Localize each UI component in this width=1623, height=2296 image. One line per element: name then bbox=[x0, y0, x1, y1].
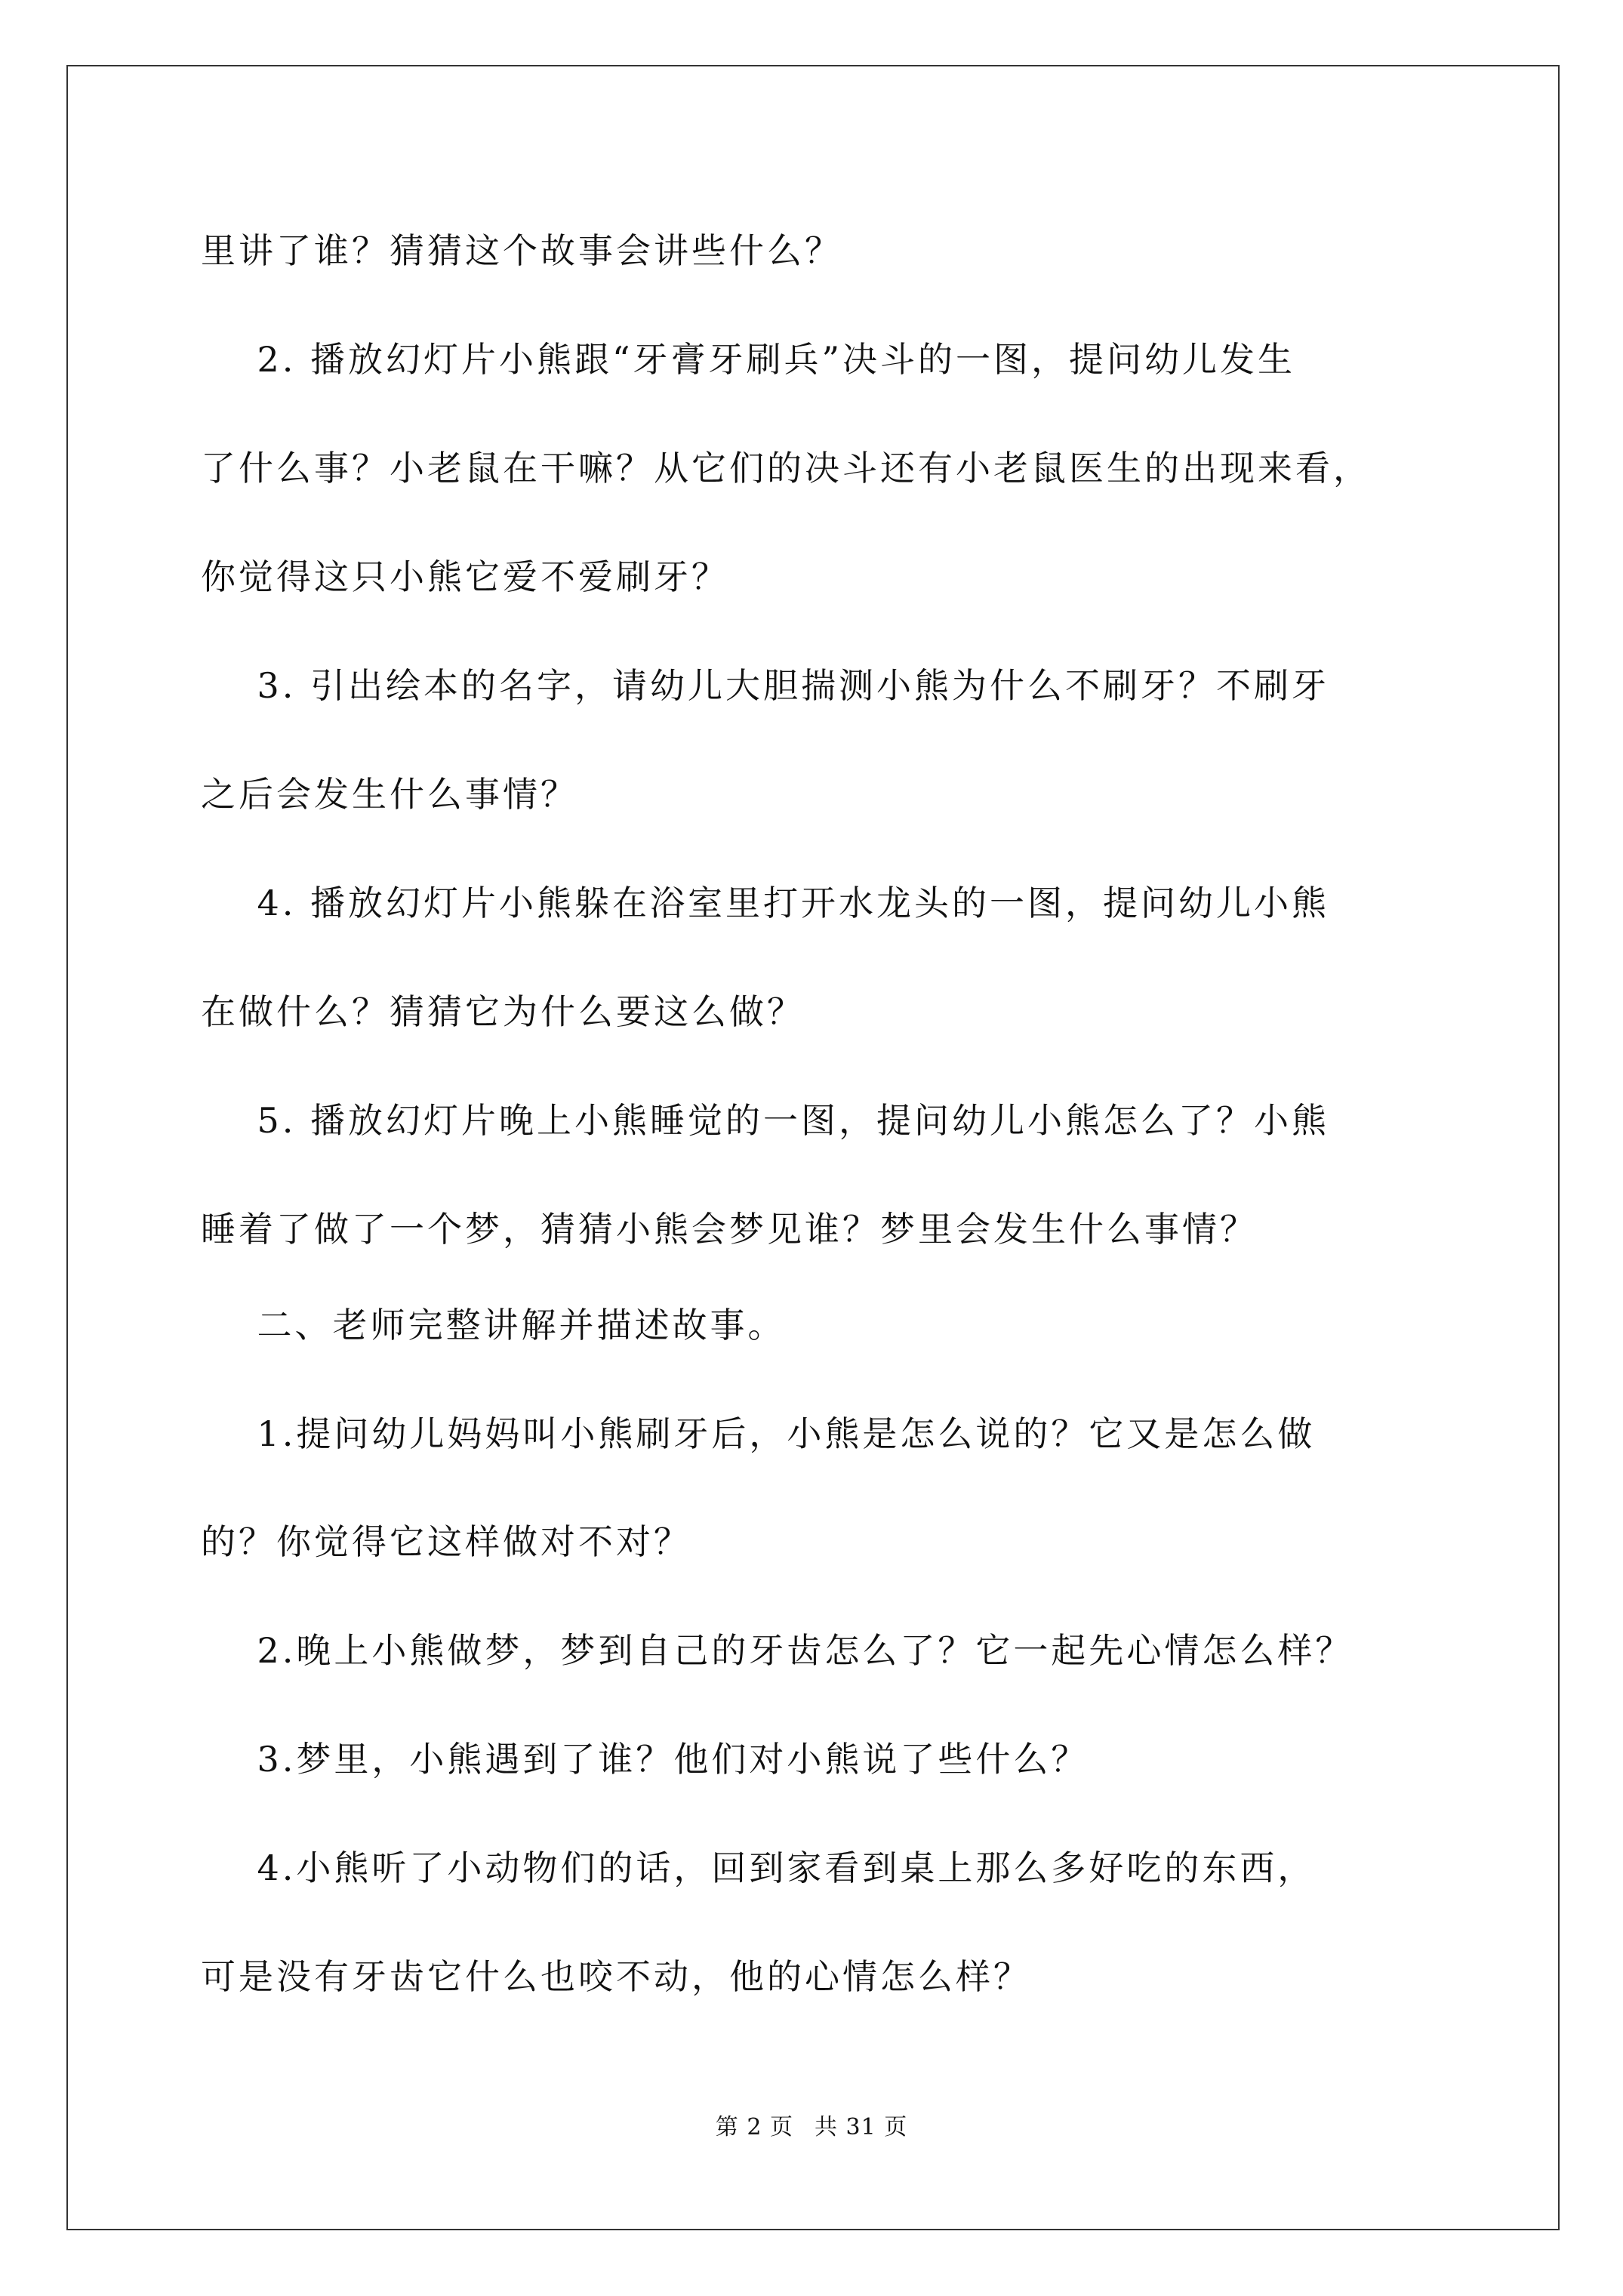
paragraph-line: 5. 播放幻灯片晚上小熊睡觉的一图，提问幼儿小熊怎么了？小熊 bbox=[201, 1100, 1329, 1141]
paragraph-line: 4.小熊听了小动物们的话，回到家看到桌上那么多好吃的东西， bbox=[201, 1848, 1316, 1888]
paragraph-line: 4. 播放幻灯片小熊躲在浴室里打开水龙头的一图，提问幼儿小熊 bbox=[201, 883, 1329, 923]
paragraph-line: 的？你觉得它这样做对不对？ bbox=[201, 1521, 691, 1562]
paragraph-line: 可是没有牙齿它什么也咬不动，他的心情怎么样？ bbox=[201, 1956, 1031, 1997]
paragraph-line: 了什么事？小老鼠在干嘛？从它们的决斗还有小老鼠医生的出现来看， bbox=[201, 448, 1371, 488]
paragraph-line: 睡着了做了一个梦，猜猜小熊会梦见谁？梦里会发生什么事情？ bbox=[201, 1209, 1258, 1250]
paragraph-line: 在做什么？猜猜它为什么要这么做？ bbox=[201, 991, 805, 1032]
paragraph-line: 3.梦里，小熊遇到了谁？他们对小熊说了些什么？ bbox=[201, 1739, 1089, 1780]
page-number: 第 2 页 bbox=[715, 2114, 793, 2140]
page-footer bbox=[0, 2113, 1623, 2143]
paragraph-line: 2. 播放幻灯片小熊跟“牙膏牙刷兵”决斗的一图，提问幼儿发生 bbox=[201, 339, 1296, 380]
paragraph-line: 3. 引出绘本的名字，请幼儿大胆揣测小熊为什么不刷牙？不刷牙 bbox=[201, 665, 1329, 706]
paragraph-line: 你觉得这只小熊它爱不爱刷牙？ bbox=[201, 556, 729, 597]
paragraph-line: 1.提问幼儿妈妈叫小熊刷牙后，小熊是怎么说的？它又是怎么做 bbox=[201, 1413, 1316, 1454]
paragraph-line: 2.晚上小熊做梦，梦到自己的牙齿怎么了？它一起先心情怎么样？ bbox=[201, 1630, 1354, 1671]
paragraph-line: 之后会发生什么事情？ bbox=[201, 774, 578, 815]
paragraph-line: 里讲了谁？猜猜这个故事会讲些什么？ bbox=[201, 230, 842, 271]
section-heading: 二、老师完整讲解并描述故事。 bbox=[201, 1305, 786, 1345]
page-border bbox=[66, 65, 1560, 2230]
page-total: 共 31 页 bbox=[814, 2114, 908, 2140]
